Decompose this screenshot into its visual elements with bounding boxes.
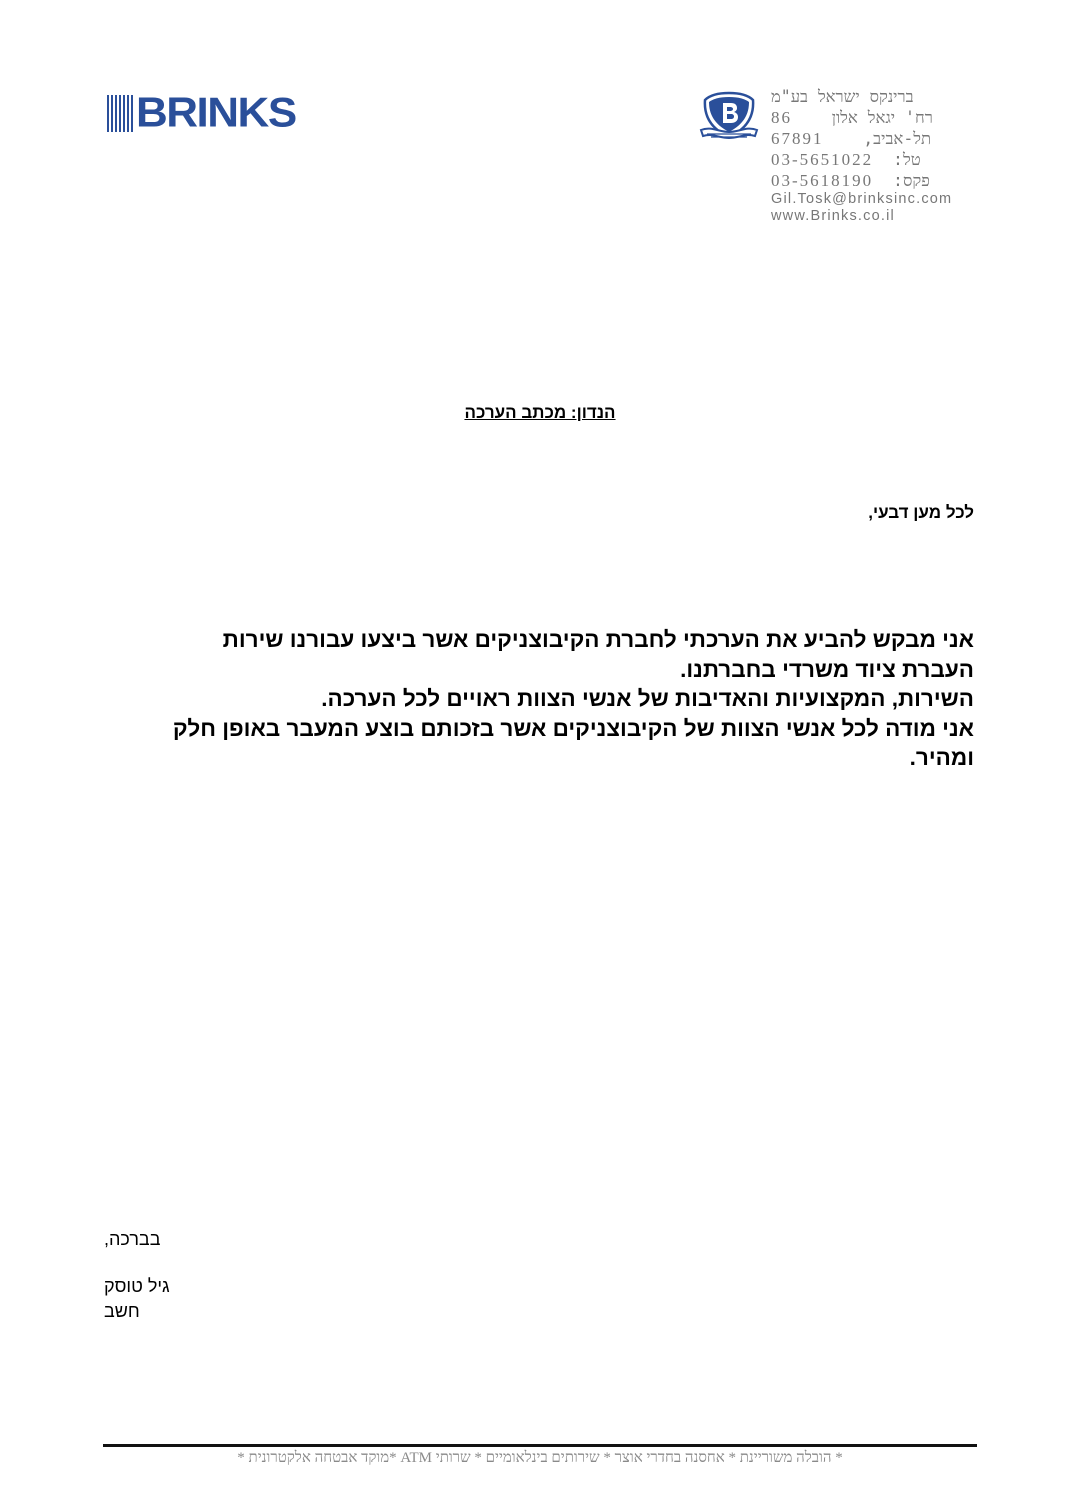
body-line: ומהיר. bbox=[909, 745, 974, 770]
body-line: אני מבקש להביע את הערכתי לחברת הקיבוצניקים אשר ביצעו עבורנו שירות bbox=[222, 627, 974, 652]
logo-stripes bbox=[107, 95, 133, 132]
company-phone-line bbox=[771, 149, 981, 170]
fax-label: פקס: bbox=[893, 171, 930, 190]
letter-closing: בברכה, bbox=[104, 1229, 161, 1249]
footer-divider bbox=[103, 1444, 977, 1447]
zip-code: 67891 bbox=[771, 129, 824, 148]
logo-wordmark: BRINKS bbox=[136, 89, 296, 136]
company-name: ברינקס ישראל בע"מ bbox=[771, 87, 914, 106]
phone-number: 03-5651022 bbox=[771, 150, 874, 169]
company-fax-line bbox=[771, 170, 981, 191]
footer-services: * הובלה משוריינת * אחסנה בחדרי אוצר * שירותים בינלאומיים * שרותי ATM *מוקד אבטחה אלקטרונית * bbox=[237, 1450, 843, 1466]
letter-body bbox=[144, 625, 974, 773]
fax-number: 03-5618190 bbox=[771, 171, 874, 190]
company-website[interactable]: www.Brinks.co.il bbox=[771, 208, 895, 224]
street-name: רח' יגאל אלון bbox=[831, 108, 933, 127]
company-email[interactable]: Gil.Tosk@brinksinc.com bbox=[771, 191, 953, 207]
city: תל-אביב, bbox=[863, 129, 932, 148]
signer-title: חשב bbox=[104, 1301, 140, 1321]
body-line: העברת ציוד משרדי בחברתנו. bbox=[680, 656, 974, 682]
company-address-block bbox=[771, 86, 981, 225]
brinks-logo bbox=[107, 89, 296, 136]
phone-label: טל: bbox=[893, 150, 921, 169]
street-number: 86 bbox=[771, 108, 792, 127]
body-line: אני מודה לכל אנשי הצוות של הקיבוצניקים אשר בזכותם בוצע המעבר באופן חלק bbox=[172, 715, 974, 741]
signer-name: גיל טוסק bbox=[104, 1276, 170, 1296]
letter-greeting: לכל מען דבעי, bbox=[868, 503, 974, 522]
brinks-shield-emblem-icon bbox=[697, 90, 761, 148]
letter-subject: הנדון: מכתב הערכה bbox=[464, 403, 616, 422]
company-city-line bbox=[771, 128, 981, 149]
signature-block bbox=[104, 1274, 170, 1324]
body-line: השירות, המקצועיות והאדיבות של אנשי הצוות ראויים לכל הערכה. bbox=[321, 686, 974, 711]
company-street-line bbox=[771, 107, 981, 128]
